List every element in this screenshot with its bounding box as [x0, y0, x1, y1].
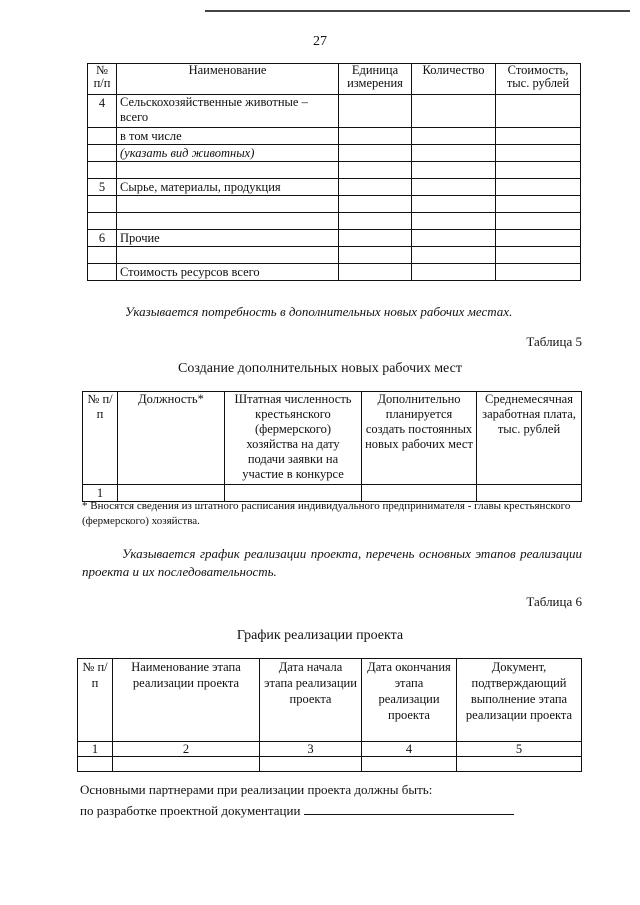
col-cost-header: Стоимость, тыс. рублей — [496, 64, 581, 95]
cell — [339, 230, 412, 247]
col-number: 2 — [113, 742, 260, 757]
row-name — [117, 162, 339, 179]
cell — [260, 757, 362, 772]
cell — [339, 145, 412, 162]
table-header-row — [83, 392, 582, 485]
design-docs-label: по разработке проектной документации — [80, 803, 301, 818]
table6-label: Таблица 6 — [526, 594, 582, 609]
row-name: Стоимость ресурсов всего — [117, 264, 339, 281]
cell — [339, 128, 412, 145]
partners-text: Основными партнерами при реализации проекта должны быть: — [80, 782, 433, 797]
note-new-jobs: Указывается потребность в дополнительных новых рабочих местах. — [125, 304, 513, 319]
col-start-date-header: Дата начала этапа реализации проекта — [260, 659, 362, 742]
table6-title: График реализации проекта — [236, 628, 404, 643]
table-row — [88, 213, 581, 230]
table-row — [88, 247, 581, 264]
table-row — [78, 742, 582, 757]
row-number — [88, 247, 117, 264]
table5-label: Таблица 5 — [526, 334, 582, 349]
fill-in-line[interactable] — [304, 802, 514, 815]
table-row — [88, 179, 581, 196]
cell — [496, 264, 581, 281]
cell — [412, 162, 496, 179]
cell — [412, 247, 496, 264]
row-name — [117, 247, 339, 264]
cell — [339, 179, 412, 196]
col-number: 1 — [78, 742, 113, 757]
row-name — [117, 196, 339, 213]
col-number: 4 — [362, 742, 457, 757]
col-unit-header: Единица измерения — [339, 64, 412, 95]
col-name-header: Наименование — [117, 64, 339, 95]
cell — [412, 145, 496, 162]
cell — [496, 128, 581, 145]
note-schedule: Указывается график реализации проекта, перечень основных этапов реализации проекта и их последовательность. — [82, 546, 582, 579]
cell — [362, 757, 457, 772]
cell — [412, 264, 496, 281]
row-name — [117, 213, 339, 230]
row-number: 1 — [83, 485, 118, 502]
cell — [412, 128, 496, 145]
col-salary-header: Среднемесячная заработная плата, тыс. рублей — [477, 392, 582, 485]
cell — [496, 179, 581, 196]
table-row — [88, 128, 581, 145]
table5-title: Создание дополнительных новых рабочих мест — [178, 361, 462, 376]
row-number: 5 — [88, 179, 117, 196]
col-staff-header: Штатная численность крестьянского (фермерского) хозяйства на дату подачи заявки на участие в конкурсе — [225, 392, 362, 485]
table-row — [88, 145, 581, 162]
row-number — [88, 128, 117, 145]
schedule-table — [77, 658, 582, 772]
cell — [496, 213, 581, 230]
row-number — [88, 196, 117, 213]
cell — [113, 757, 260, 772]
cell — [412, 196, 496, 213]
cell — [339, 247, 412, 264]
top-rule — [205, 10, 630, 12]
row-name: в том числе — [117, 128, 339, 145]
resources-table — [87, 63, 581, 281]
col-number: 5 — [457, 742, 582, 757]
row-number — [88, 264, 117, 281]
col-number-header: № п/п — [78, 659, 113, 742]
col-number: 3 — [260, 742, 362, 757]
row-name: Прочие — [117, 230, 339, 247]
cell — [496, 196, 581, 213]
cell — [339, 264, 412, 281]
cell — [339, 213, 412, 230]
row-name: Сельскохозяйственные животные – всего — [117, 95, 339, 128]
cell — [78, 757, 113, 772]
row-number — [88, 213, 117, 230]
cell — [339, 196, 412, 213]
table-row — [88, 264, 581, 281]
col-end-date-header: Дата окончания этапа реализации проекта — [362, 659, 457, 742]
cell — [457, 757, 582, 772]
table-header-row — [78, 659, 582, 742]
col-number-header: № п/п — [88, 64, 117, 95]
row-name: (указать вид животных) — [117, 145, 339, 162]
col-document-header: Документ, подтверждающий выполнение этапа реализации проекта — [457, 659, 582, 742]
col-number-header: № п/п — [83, 392, 118, 485]
row-name: Сырье, материалы, продукция — [117, 179, 339, 196]
col-quantity-header: Количество — [412, 64, 496, 95]
cell — [412, 179, 496, 196]
cell — [496, 95, 581, 128]
row-number — [88, 162, 117, 179]
table-header-row — [88, 64, 581, 95]
table-row — [78, 757, 582, 772]
cell — [412, 230, 496, 247]
row-number: 4 — [88, 95, 117, 128]
table-row — [88, 230, 581, 247]
table5-footnote: * Вносятся сведения из штатного расписания индивидуального предпринимателя - главы крестьянского (фермерского) хозяйства. — [82, 500, 571, 527]
cell — [496, 230, 581, 247]
table-row — [88, 95, 581, 128]
cell — [496, 145, 581, 162]
cell — [496, 162, 581, 179]
new-jobs-table — [82, 391, 582, 502]
cell — [412, 213, 496, 230]
design-docs-line — [80, 802, 514, 819]
page-number: 27 — [313, 34, 327, 49]
cell — [339, 95, 412, 128]
col-stage-name-header: Наименование этапа реализации проекта — [113, 659, 260, 742]
col-planned-header: Дополнительно планируется создать постоянных новых рабочих мест — [362, 392, 477, 485]
row-number: 6 — [88, 230, 117, 247]
table-row — [88, 162, 581, 179]
row-number — [88, 145, 117, 162]
col-position-header: Должность* — [118, 392, 225, 485]
cell — [339, 162, 412, 179]
cell — [496, 247, 581, 264]
cell — [412, 95, 496, 128]
table-row — [88, 196, 581, 213]
